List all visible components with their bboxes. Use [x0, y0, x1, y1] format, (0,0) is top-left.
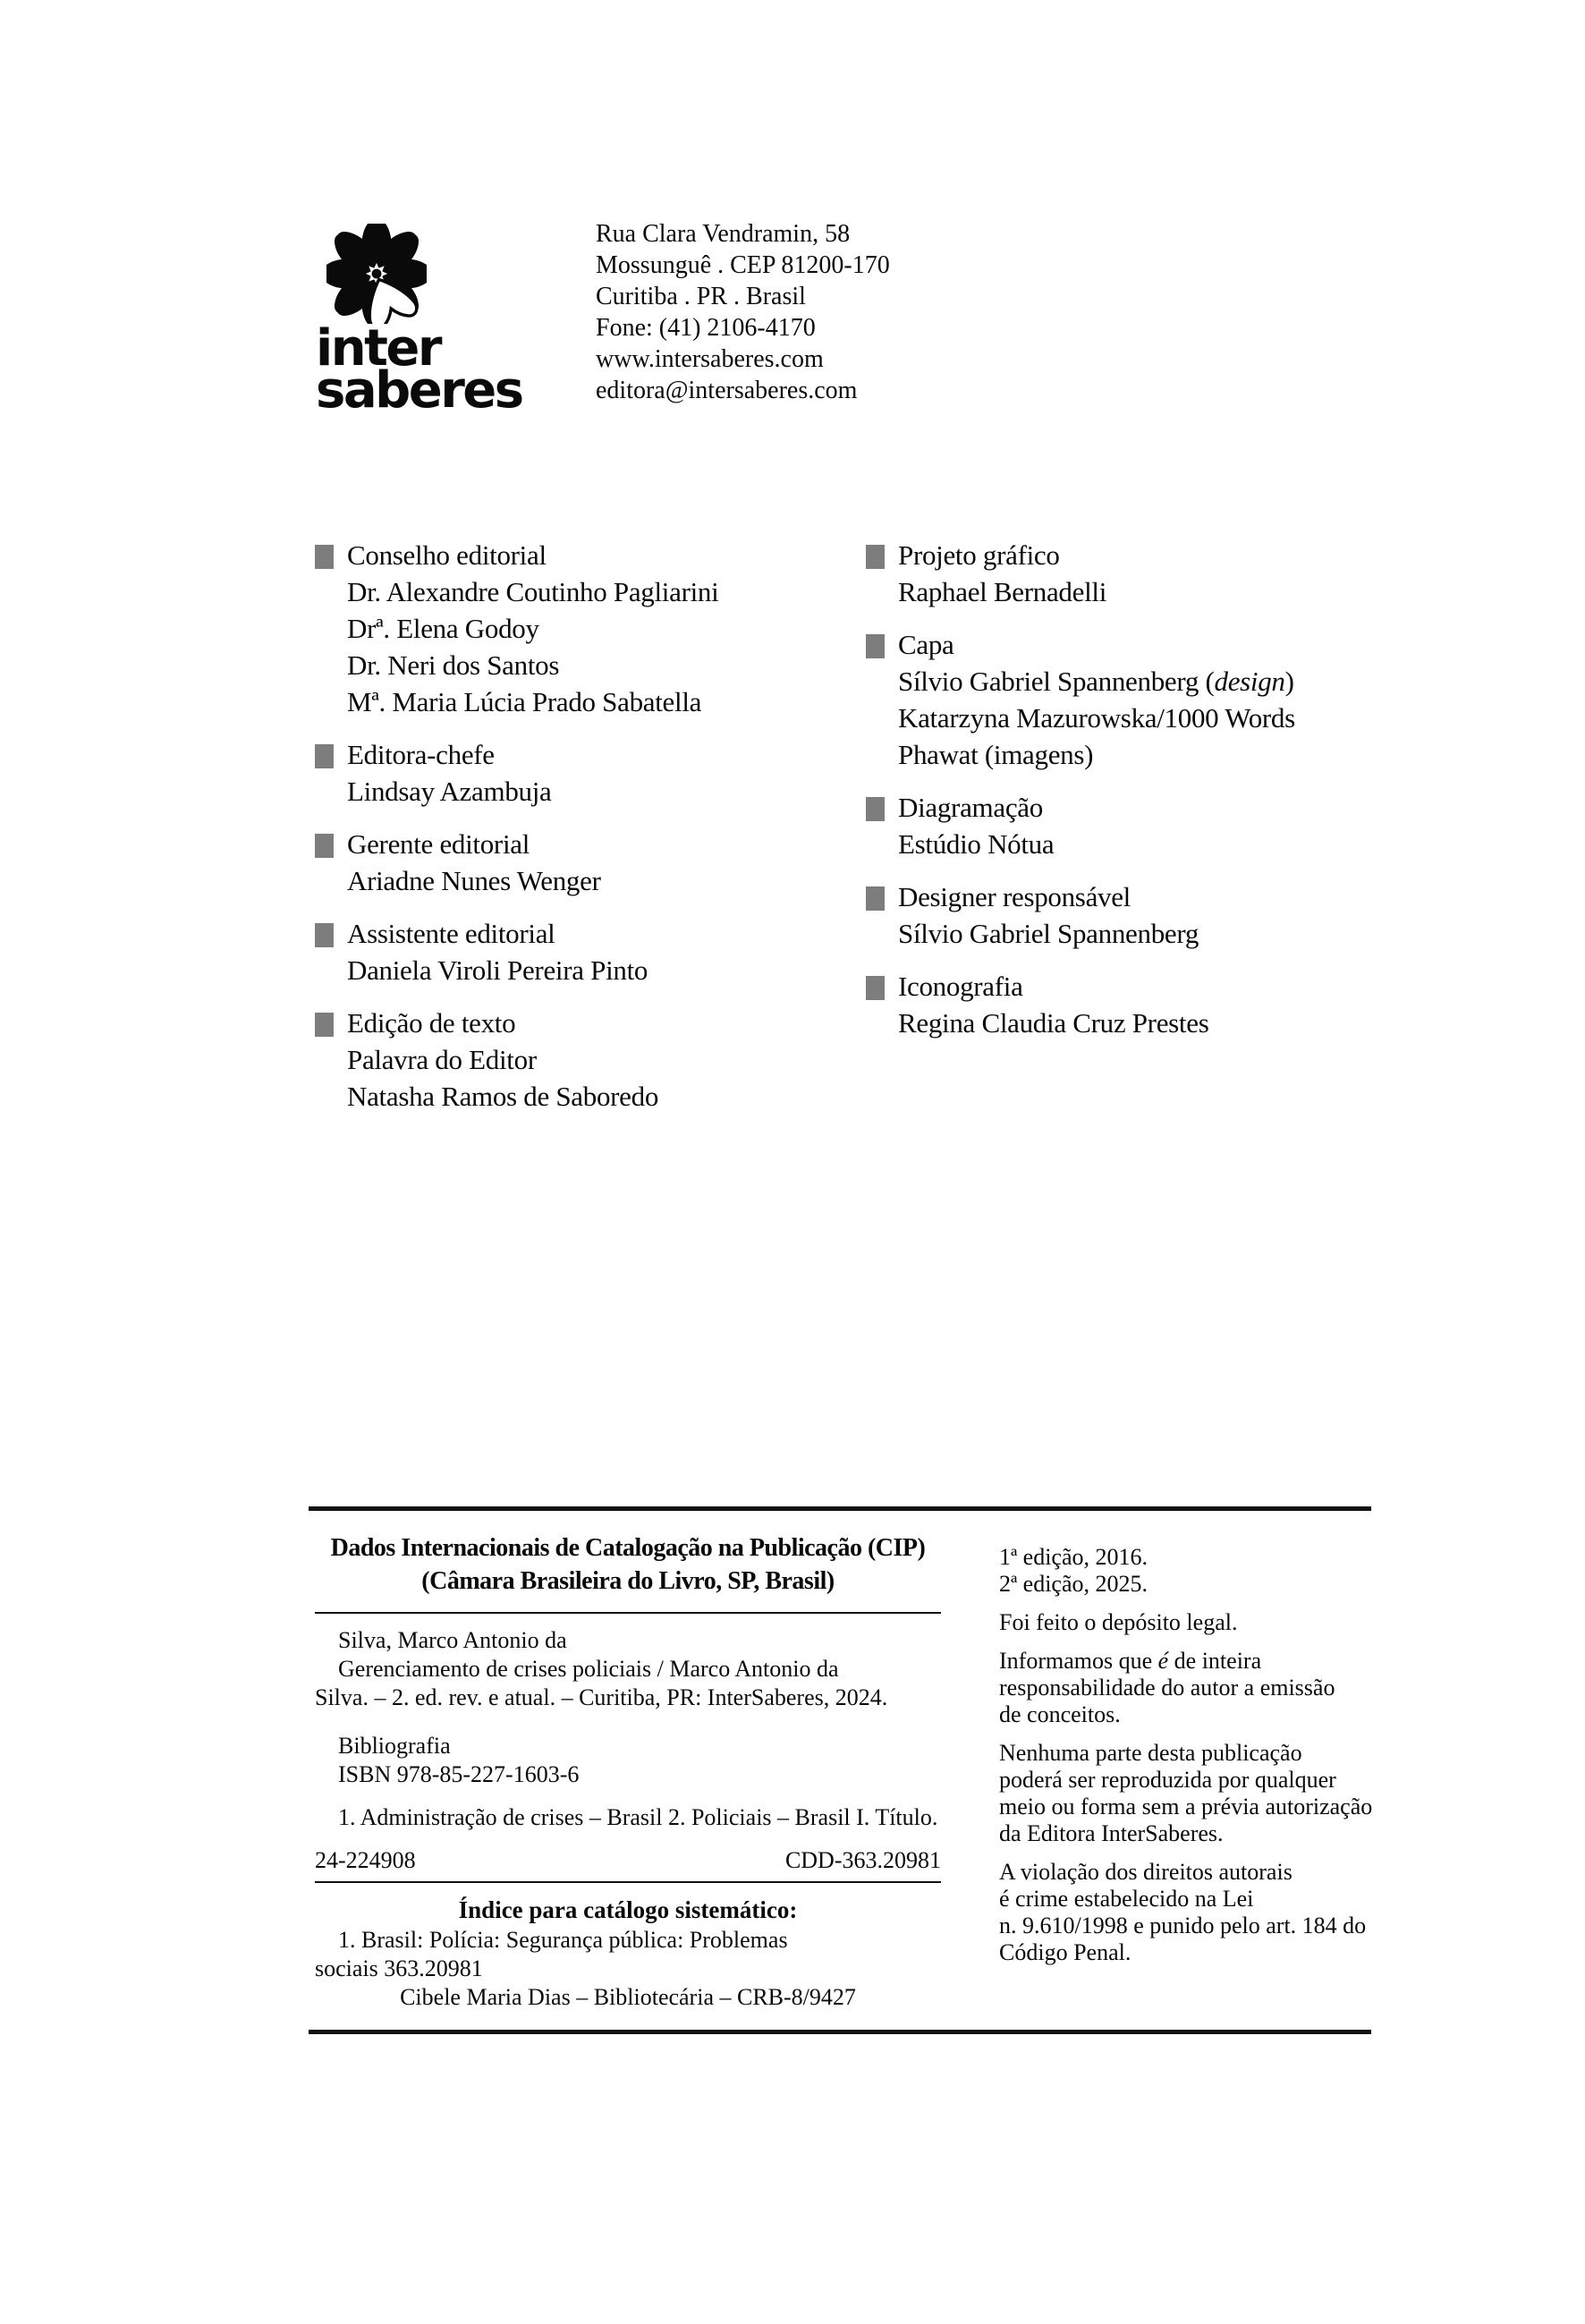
legal-deposit-note: Foi feito o depósito legal.	[999, 1609, 1238, 1635]
credit-item-editora-chefe	[315, 736, 816, 810]
cip-title-rule	[315, 1612, 941, 1614]
address-website: www.intersaberes.com	[596, 345, 824, 373]
address-cep: Mossunguê . CEP 81200-170	[596, 251, 890, 279]
credit-heading: Designer responsável	[898, 881, 1131, 912]
edition-history: 1ª edição, 2016. 2ª edição, 2025.	[999, 1544, 1148, 1597]
credit-heading: Gerente editorial	[347, 828, 530, 860]
bullet-square-icon	[866, 797, 885, 821]
credit-item-iconografia	[866, 968, 1367, 1041]
credit-name: Katarzyna Mazurowska/1000 Words	[898, 702, 1295, 734]
cip-index-line2: sociais 363.20981	[315, 1955, 483, 1981]
credit-heading: Assistente editorial	[347, 918, 555, 949]
cip-top-rule	[309, 1506, 1371, 1511]
author-responsibility-note: Informamos que é de inteira responsabilidade do autor a emissão de conceitos.	[999, 1648, 1335, 1727]
cip-bottom-rule	[309, 2030, 1371, 2034]
cip-subjects: 1. Administração de crises – Brasil 2. Policiais – Brasil I. Título.	[338, 1804, 938, 1830]
credit-heading: Edição de texto	[347, 1007, 516, 1039]
credit-name: Dr. Neri dos Santos	[347, 649, 560, 681]
publisher-logo	[316, 224, 522, 420]
address-street: Rua Clara Vendramin, 58	[596, 220, 851, 248]
credit-name: Sílvio Gabriel Spannenberg	[898, 918, 1199, 949]
intersaberes-flower-logo-icon	[326, 224, 427, 324]
address-email: editora@intersaberes.com	[596, 377, 858, 404]
address-city: Curitiba . PR . Brasil	[596, 283, 806, 310]
cip-index-heading: Índice para catálogo sistemático:	[458, 1896, 798, 1923]
credit-name: Phawat (imagens)	[898, 739, 1094, 770]
credit-name: Regina Claudia Cruz Prestes	[898, 1007, 1209, 1039]
credit-item-diagramacao	[866, 789, 1367, 862]
credit-name: Sílvio Gabriel Spannenberg (design)	[898, 666, 1294, 697]
credit-item-edicao-de-texto	[315, 1005, 816, 1115]
credit-heading: Projeto gráfico	[898, 539, 1060, 571]
bullet-square-icon	[315, 545, 334, 569]
bullet-square-icon	[315, 923, 334, 947]
credit-heading: Iconografia	[898, 971, 1023, 1002]
wordmark-line-inter: inter	[316, 319, 440, 377]
cip-author-line: Silva, Marco Antonio da	[338, 1627, 567, 1653]
credit-name: Estúdio Nótua	[898, 828, 1055, 860]
credit-name: Palavra do Editor	[347, 1044, 537, 1075]
bullet-square-icon	[315, 744, 334, 768]
credit-heading: Diagramação	[898, 792, 1043, 823]
address-phone: Fone: (41) 2106-4170	[596, 314, 816, 342]
credit-name: Raphael Bernadelli	[898, 576, 1107, 607]
credit-name: Drª. Elena Godoy	[347, 613, 539, 644]
bullet-square-icon	[866, 976, 885, 1000]
cip-bibliography: Bibliografia	[338, 1733, 451, 1759]
credit-name: Dr. Alexandre Coutinho Pagliarini	[347, 576, 719, 607]
cip-book-title-continuation: Silva. – 2. ed. rev. e atual. – Curitiba, PR: InterSaberes, 2024.	[315, 1684, 888, 1710]
credit-name: Mª. Maria Lúcia Prado Sabatella	[347, 686, 702, 717]
credit-name: Natasha Ramos de Saboredo	[347, 1081, 659, 1112]
edition-legal-column	[999, 1544, 1375, 1978]
credit-item-assistente-editorial	[315, 915, 816, 988]
cip-cdd-number: CDD-363.20981	[784, 1847, 941, 1873]
credit-item-gerente-editorial	[315, 826, 816, 899]
credit-item-designer-responsavel	[866, 878, 1367, 952]
cip-title-line1: Dados Internacionais de Catalogação na Publicação (CIP)	[330, 1534, 926, 1562]
credit-name: Ariadne Nunes Wenger	[347, 865, 601, 896]
credit-item-projeto-grafico	[866, 537, 1367, 610]
bullet-square-icon	[866, 886, 885, 911]
credit-item-capa	[866, 626, 1367, 773]
copyright-law-note: A violação dos direitos autorais é crime estabelecido na Lei n. 9.610/1998 e punido pelo art. 184 do Código Penal.	[999, 1859, 1367, 1965]
bullet-square-icon	[866, 545, 885, 569]
credits-right-column	[866, 537, 1367, 1057]
wordmark-line-saberes: saberes	[316, 361, 522, 420]
cip-librarian-line: Cibele Maria Dias – Bibliotecária – CRB-8/9427	[400, 1984, 856, 2010]
cip-isbn: ISBN 978-85-227-1603-6	[338, 1761, 580, 1787]
bullet-square-icon	[866, 634, 885, 658]
credit-item-conselho-editorial	[315, 537, 816, 720]
cip-title-line2: (Câmara Brasileira do Livro, SP, Brasil)	[421, 1567, 835, 1595]
publisher-wordmark	[316, 319, 522, 420]
credit-name: Daniela Viroli Pereira Pinto	[347, 954, 648, 986]
credit-heading: Capa	[898, 629, 954, 660]
cip-catalog-block	[315, 1531, 941, 2012]
cip-index-rule	[315, 1881, 941, 1883]
credit-name: Lindsay Azambuja	[347, 776, 552, 807]
credit-heading: Conselho editorial	[347, 539, 547, 571]
publisher-address	[596, 218, 890, 406]
bullet-square-icon	[315, 834, 334, 858]
credits-left-column	[315, 537, 816, 1131]
cip-book-title-line: Gerenciamento de crises policiais / Marco Antonio da	[338, 1656, 839, 1682]
reproduction-prohibition-note: Nenhuma parte desta publicação poderá ser reproduzida por qualquer meio ou forma sem a prévia autorização da Editora InterSaberes.	[999, 1740, 1373, 1846]
bullet-square-icon	[315, 1013, 334, 1037]
credit-heading: Editora-chefe	[347, 739, 495, 770]
cip-record-number: 24-224908	[315, 1847, 416, 1873]
cip-index-line1: 1. Brasil: Polícia: Segurança pública: Problemas	[338, 1927, 788, 1953]
